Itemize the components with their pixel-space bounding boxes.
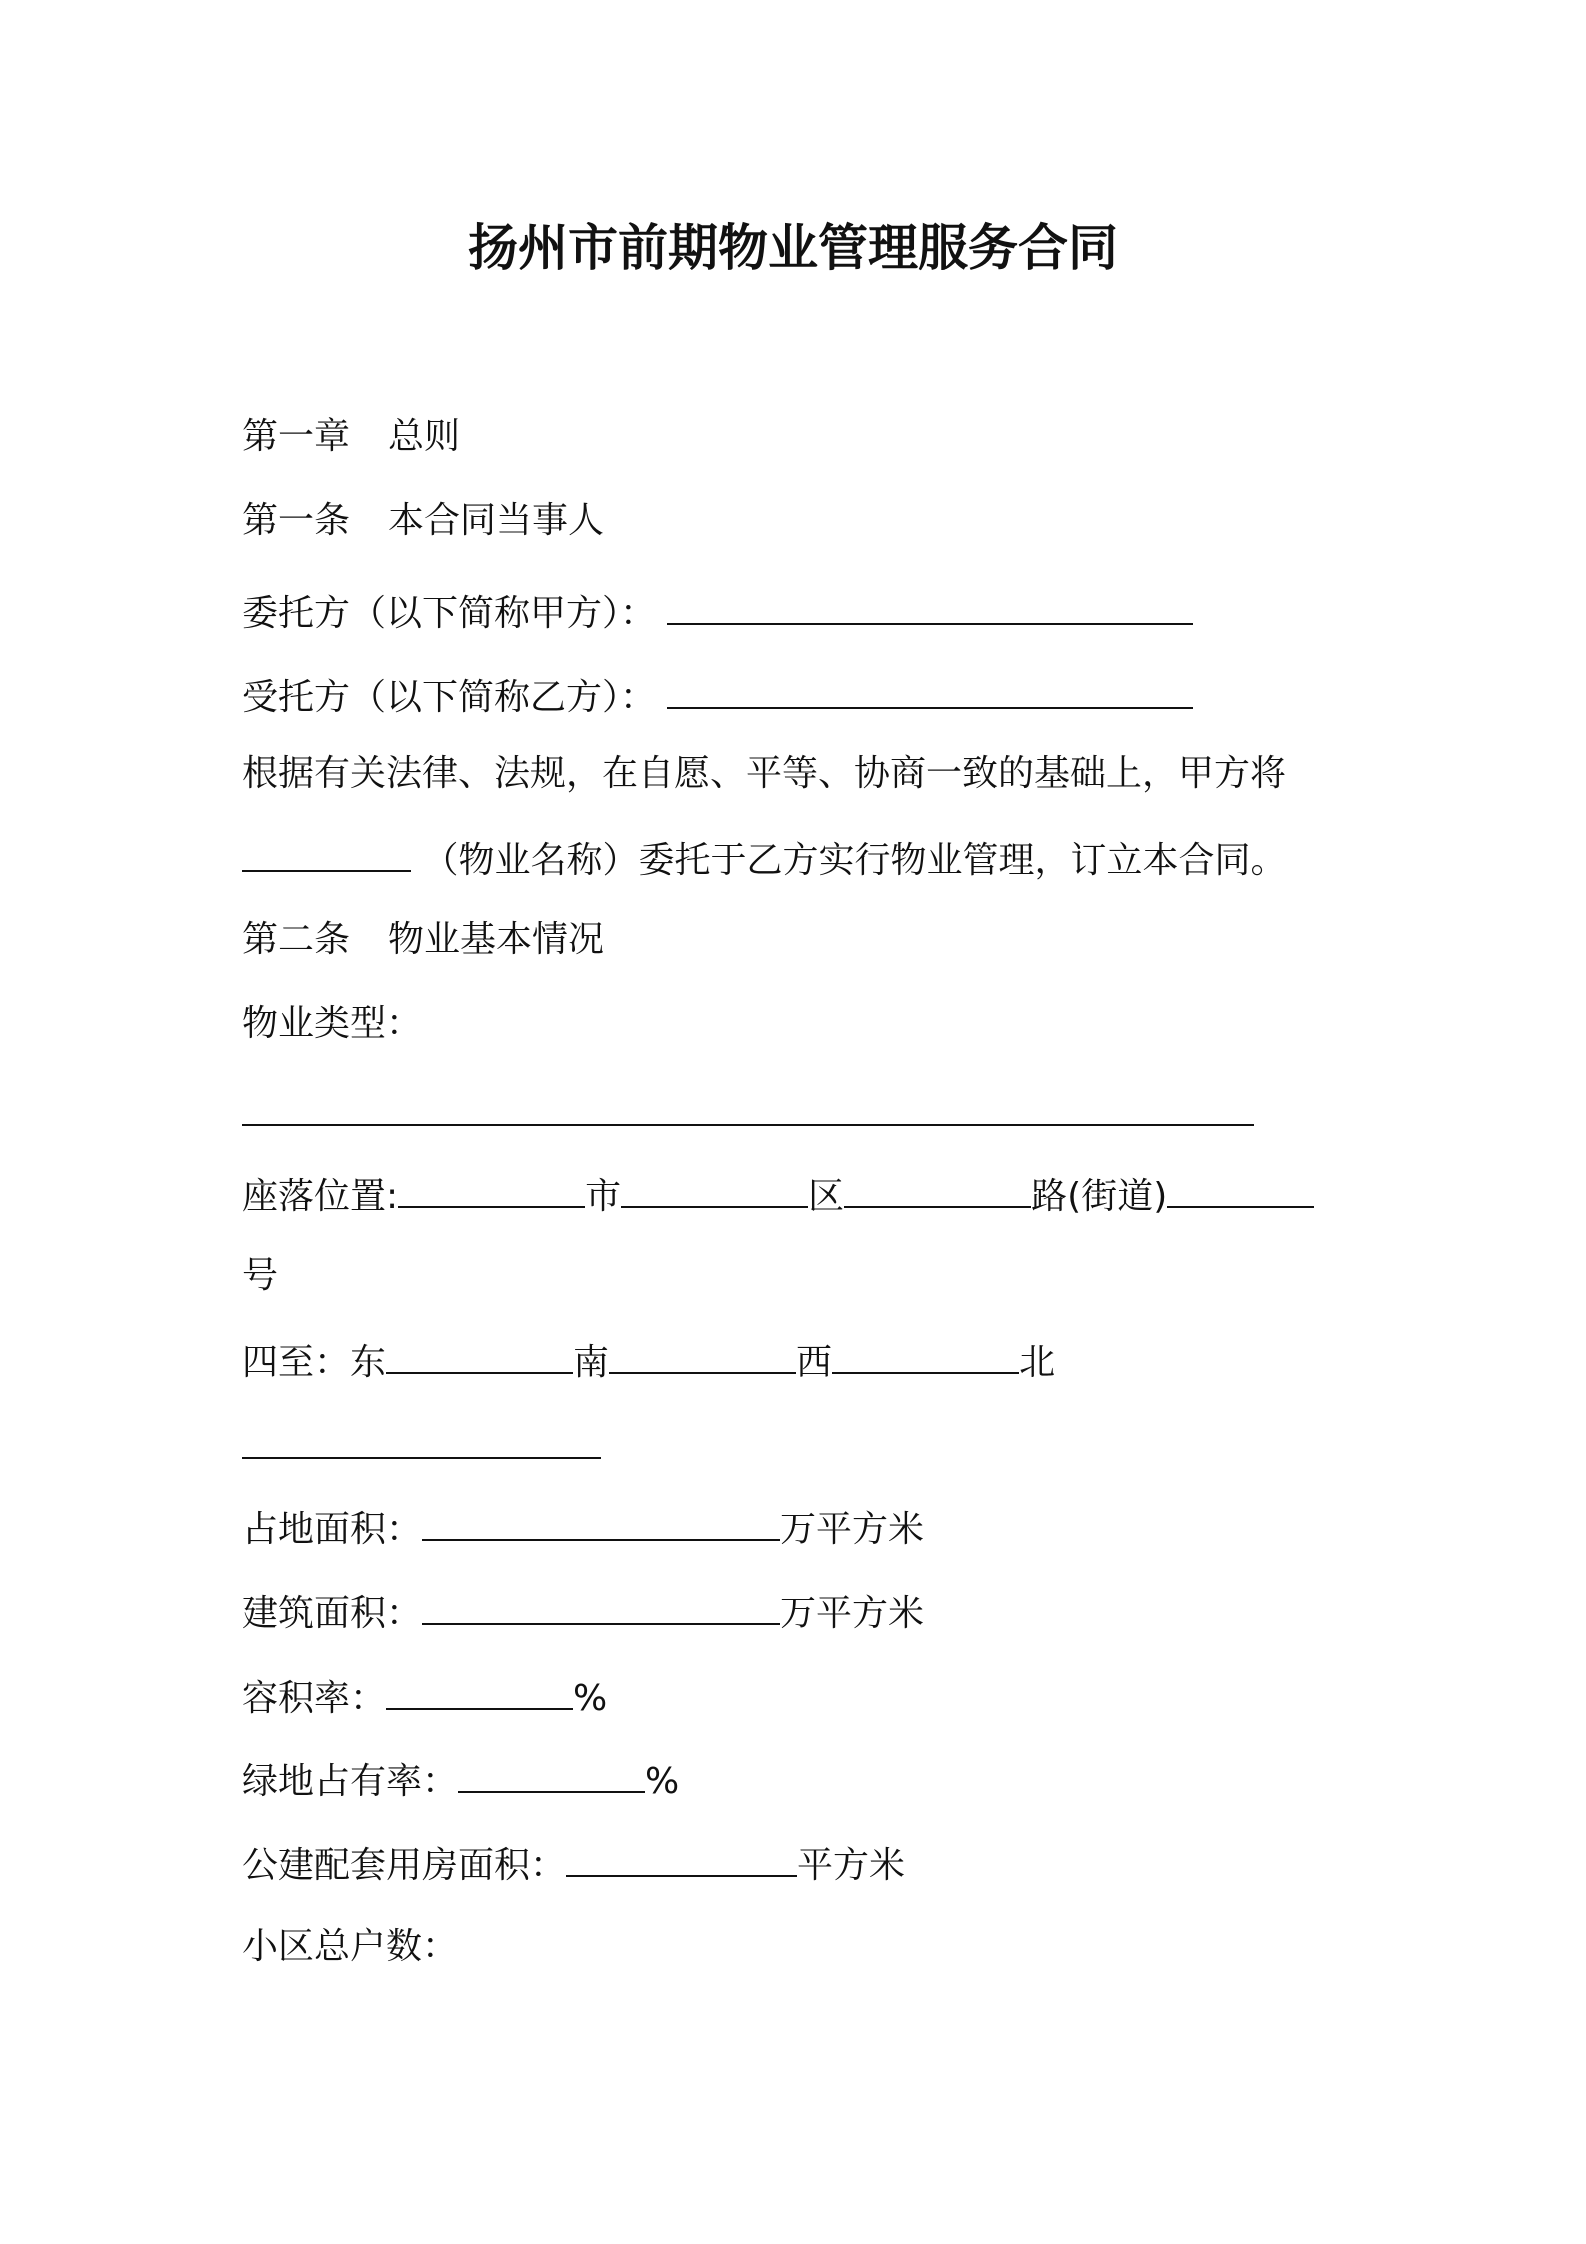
public-housing-label: 公建配套用房面积： bbox=[242, 1845, 567, 1886]
city-label: 市 bbox=[585, 1176, 622, 1217]
city-blank[interactable] bbox=[398, 1172, 585, 1208]
party-b-blank[interactable] bbox=[667, 673, 1193, 709]
east-label: 东 bbox=[350, 1342, 387, 1383]
green-ratio-blank[interactable] bbox=[458, 1757, 645, 1793]
boundaries-line bbox=[242, 1338, 1055, 1385]
plot-ratio-unit: % bbox=[573, 1678, 608, 1719]
party-a-blank[interactable] bbox=[667, 589, 1193, 625]
green-ratio-label: 绿地占有率： bbox=[242, 1761, 459, 1802]
public-housing-line bbox=[242, 1841, 905, 1888]
party-b-line bbox=[242, 673, 1193, 720]
number-blank[interactable] bbox=[1167, 1172, 1314, 1208]
document-title: 扬州市前期物业管理服务合同 bbox=[468, 219, 1118, 277]
north-blank[interactable] bbox=[242, 1423, 601, 1459]
intro-line-2 bbox=[242, 836, 1286, 883]
district-blank[interactable] bbox=[621, 1172, 808, 1208]
east-blank[interactable] bbox=[386, 1338, 573, 1374]
north-line bbox=[242, 1423, 601, 1470]
land-area-line bbox=[242, 1505, 924, 1552]
south-label: 南 bbox=[573, 1342, 610, 1383]
west-blank[interactable] bbox=[832, 1338, 1019, 1374]
property-type-label: 物业类型： bbox=[242, 1003, 423, 1044]
north-label: 北 bbox=[1019, 1342, 1056, 1383]
intro-line-2-text: （物业名称）委托于乙方实行物业管理，订立本合同。 bbox=[422, 840, 1287, 881]
location-line bbox=[242, 1172, 1314, 1219]
article-number: 第二条 bbox=[242, 919, 351, 960]
green-ratio-unit: % bbox=[645, 1761, 680, 1802]
land-area-unit: 万平方米 bbox=[780, 1509, 925, 1550]
plot-ratio-label: 容积率： bbox=[242, 1678, 387, 1719]
public-housing-unit: 平方米 bbox=[797, 1845, 906, 1886]
road-label: 路(街道) bbox=[1031, 1176, 1168, 1217]
article-name: 物业基本情况 bbox=[388, 919, 605, 960]
land-area-blank[interactable] bbox=[422, 1505, 780, 1541]
road-blank[interactable] bbox=[844, 1172, 1031, 1208]
chapter-name: 总则 bbox=[388, 416, 461, 457]
plot-ratio-blank[interactable] bbox=[386, 1674, 573, 1710]
article-heading bbox=[242, 918, 604, 962]
article-heading bbox=[242, 499, 604, 543]
plot-ratio-line bbox=[242, 1674, 607, 1721]
party-a-line bbox=[242, 589, 1193, 636]
district-label: 区 bbox=[808, 1176, 845, 1217]
public-housing-blank[interactable] bbox=[566, 1841, 797, 1877]
households-label: 小区总户数： bbox=[242, 1926, 459, 1967]
number-label: 号 bbox=[242, 1255, 279, 1296]
property-type-blank[interactable] bbox=[242, 1090, 1254, 1126]
article-number: 第一条 bbox=[242, 500, 351, 541]
green-ratio-line bbox=[242, 1757, 679, 1804]
intro-line-1: 根据有关法律、法规，在自愿、平等、协商一致的基础上，甲方将 bbox=[242, 753, 1287, 794]
land-area-label: 占地面积： bbox=[242, 1509, 423, 1550]
building-area-line bbox=[242, 1589, 924, 1636]
building-area-unit: 万平方米 bbox=[780, 1593, 925, 1634]
building-area-blank[interactable] bbox=[422, 1589, 780, 1625]
property-type-line bbox=[242, 1090, 1254, 1137]
chapter-number: 第一章 bbox=[242, 416, 351, 457]
party-a-label: 委托方（以下简称甲方）： bbox=[242, 593, 657, 634]
west-label: 西 bbox=[796, 1342, 833, 1383]
article-name: 本合同当事人 bbox=[388, 500, 605, 541]
building-area-label: 建筑面积： bbox=[242, 1593, 423, 1634]
party-b-label: 受托方（以下简称乙方）： bbox=[242, 677, 657, 718]
chapter-heading bbox=[242, 415, 460, 459]
location-label: 座落位置: bbox=[242, 1176, 399, 1217]
south-blank[interactable] bbox=[609, 1338, 796, 1374]
property-name-blank[interactable] bbox=[242, 836, 411, 872]
boundaries-label: 四至： bbox=[242, 1342, 351, 1383]
